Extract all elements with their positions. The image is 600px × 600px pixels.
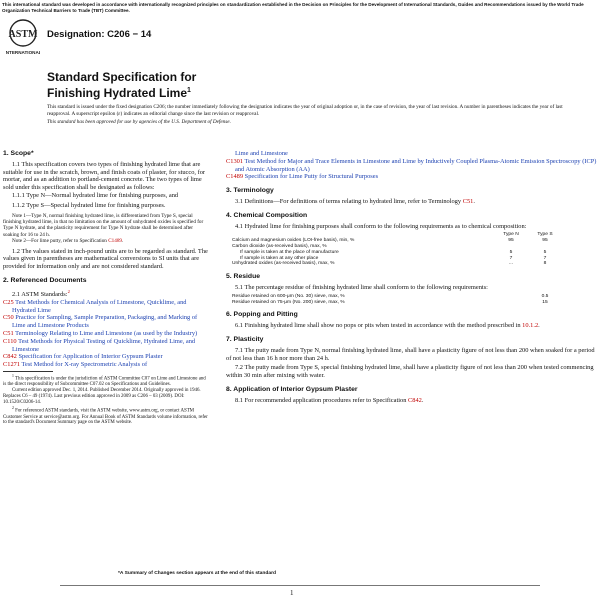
table-cell: Carbon dioxide (as-received basis), max, % bbox=[232, 243, 327, 249]
table-cell: 7 bbox=[509, 255, 513, 261]
para-4-1: 4.1 Hydrated lime for finishing purposes shall conform to the following requirements as to chemical composition: bbox=[235, 222, 527, 230]
reference-item bbox=[3, 353, 209, 361]
reference-item bbox=[3, 361, 209, 369]
reference-code-link[interactable]: C51 bbox=[3, 329, 14, 337]
footnote-marker-2[interactable]: 2 bbox=[67, 288, 70, 294]
reference-title: Test Methods for Physical Testing of Quicklime, Hydrated Lime, and Limestone bbox=[12, 337, 196, 353]
reference-item bbox=[3, 314, 209, 330]
note-1: Note 1—Type N, normal finishing hydrated lime, is differentiated from Type S, special finishing hydrated lime, in that no limitation on the amount of unhydrated oxides is specified for Type N hydrate, and the plasticity requirement for Type N hydrate shall be determined after soaking for 16 to 24 h. bbox=[3, 212, 204, 238]
table-cell: 5 bbox=[509, 249, 513, 255]
link-c1489[interactable]: C1489 bbox=[108, 238, 123, 245]
para-5-1: 5.1 The percentage residue of finishing hydrated lime shall conform to the following requirements: bbox=[235, 283, 488, 291]
reference-code-link[interactable]: C1301 bbox=[226, 157, 244, 165]
reference-code-link[interactable]: C842 bbox=[3, 353, 17, 361]
table-cell: Residue retained on 75-μm (No. 200) sieve, max, % bbox=[232, 299, 345, 305]
para-6-1: 6.1 Finishing hydrated lime shall show no pops or pits when tested in accordance with the method prescribed in 10.1.2. bbox=[235, 322, 540, 330]
table-cell: Calcium and magnesium oxides (LOI-free basis), min, % bbox=[232, 238, 355, 244]
section-scope-heading: 1. Scope* bbox=[3, 150, 34, 157]
footnote-1: $^1$ This specification is under the jurisdiction of ASTM Committee C07 on Lime and Limestone and is the direct responsibility of Subcommittee C07.02 on Specifications and Guidelines. bbox=[3, 373, 206, 388]
table-cell: Residue retained on 600-μm (No. 30) sieve, max, % bbox=[232, 293, 345, 299]
table-row bbox=[232, 300, 562, 306]
table-cell: Unhydrated oxides (as-received basis), max, % bbox=[232, 261, 335, 267]
reference-list-continued bbox=[226, 158, 598, 181]
reference-item bbox=[3, 299, 209, 315]
reference-item bbox=[226, 173, 598, 181]
intro-text: This standard is issued under the fixed designation C206; the number immediately following the designation indicates the year of original adoption or, in the case of revision, the year of last revision. A number in parentheses indicates the year of last reapproval. A superscript epsilon (ε) indicates an editorial change since the last revision or reapproval. bbox=[47, 104, 563, 117]
para-1-1-1: 1.1.1 Type N—Normal hydrated lime for finishing purposes, and bbox=[12, 191, 179, 199]
page-footer-rule bbox=[60, 585, 540, 586]
section-residue-heading: 5. Residue bbox=[226, 273, 260, 281]
reference-code-link[interactable]: C110 bbox=[3, 337, 17, 345]
dod-approval: This standard has been approved for use by agencies of the U.S. Department of Defense. bbox=[47, 119, 231, 126]
section-popping-heading: 6. Popping and Pitting bbox=[226, 311, 298, 319]
para-7-2: 7.2 The putty made from Type S, special finishing hydrated lime, shall have a plasticity figure of not less than 200 when tested commencing within 30 min after mixing with water. bbox=[226, 364, 594, 380]
table-cell: 8 bbox=[543, 261, 547, 267]
table-cell: 0.5 bbox=[541, 293, 549, 299]
residue-table bbox=[232, 294, 562, 306]
reference-title: Test Method for X-ray Spectrometric Analysis of bbox=[20, 361, 148, 369]
left-column bbox=[3, 150, 209, 426]
para-1-2: 1.2 The values stated in inch-pound units are to be regarded as standard. The values given in parentheses are mathematical conversions to SI units that are provided for information only and are not considered standard. bbox=[3, 247, 208, 271]
reference-continuation: Lime and Limestone bbox=[235, 150, 288, 157]
section-application-heading: 8. Application of Interior Gypsum Plaster bbox=[226, 385, 358, 393]
table-header-cell: Type S bbox=[537, 232, 553, 238]
table-row bbox=[232, 261, 562, 267]
reference-title: Specification for Lime Putty for Structural Purposes bbox=[243, 173, 379, 181]
table-cell: 5 bbox=[543, 249, 547, 255]
reference-item bbox=[3, 330, 209, 338]
para-2-1: 2.1 ASTM Standards:$^2$ bbox=[12, 288, 70, 298]
tbt-notice: This international standard was developed in accordance with internationally recognized principles on standardization established in the Decision on Principles for the Development of International Standards, Guides and Recommendations issued by the World Trade Organization Technical Barriers to Trade (TBT) Committee. bbox=[2, 2, 584, 13]
para-7-1: 7.1 The putty made from Type N, normal finishing hydrated lime, shall have a plasticity figure of not less than 200 when soaked for a period of not less than 16 h nor more than 24 h. bbox=[226, 346, 595, 362]
astm-logo bbox=[6, 16, 40, 56]
reference-code-link[interactable]: C1271 bbox=[3, 361, 21, 369]
chemical-composition-table bbox=[232, 232, 562, 267]
reference-code-link[interactable]: C25 bbox=[3, 298, 14, 306]
footnote-1-edition: Current edition approved Dec. 1, 2014. Published December 2014. Originally approved in 1946. Replaces C6 – 49 (1974). Last previous edition approved in 2009 as C206 – 03 (2009). DOI: 10.1520/C0206-14. bbox=[3, 388, 201, 406]
reference-item bbox=[226, 158, 598, 174]
link-c842[interactable]: C842 bbox=[408, 396, 422, 404]
section-terminology-heading: 3. Terminology bbox=[226, 187, 274, 195]
table-cell: If sample is taken at the place of manufacture bbox=[240, 249, 339, 255]
section-plasticity-heading: 7. Plasticity bbox=[226, 335, 264, 343]
note-2: Note 2—For lime putty, refer to Specification C1489. bbox=[12, 238, 124, 245]
intro-block bbox=[47, 104, 567, 126]
table-cell: If sample is taken at any other place bbox=[240, 255, 319, 261]
reference-title: Terminology Relating to Lime and Limestone (as used by the Industry) bbox=[13, 329, 198, 337]
svg-text:INTERNATIONAL: INTERNATIONAL bbox=[6, 50, 40, 55]
reference-list bbox=[3, 299, 209, 369]
designation: Designation: C206 − 14 bbox=[47, 29, 152, 40]
para-3-1: 3.1 Definitions—For definitions of terms relating to hydrated lime, refer to Terminology C51. bbox=[235, 197, 475, 205]
reference-title: Test Methods for Chemical Analysis of Limestone, Quicklime, and Hydrated Lime bbox=[12, 298, 187, 314]
table-header-cell: Type N bbox=[503, 232, 519, 238]
table-cell: ... bbox=[508, 261, 514, 267]
footnote-rule bbox=[3, 371, 53, 372]
para-8-1: 8.1 For recommended application procedures refer to Specification C842. bbox=[235, 396, 424, 404]
table-cell: 95 bbox=[508, 238, 514, 244]
title-line-1: Standard Specification for bbox=[47, 70, 197, 84]
summary-of-changes-note: *A Summary of Changes section appears at the end of this standard bbox=[118, 571, 276, 576]
table-cell: 7 bbox=[543, 255, 547, 261]
footnote-2: $^2$ For referenced ASTM standards, visit the ASTM website, www.astm.org, or contact ASTM Customer Service at service@astm.org. For Annual Book of ASTM Standards volume information, refer to the standard's Document Summary page on the ASTM website. bbox=[3, 406, 208, 426]
svg-text:ASTM: ASTM bbox=[8, 29, 38, 40]
para-1-1: 1.1 This specification covers two types of finishing hydrated lime that are suitable for use in the scratch, brown, and finish coats of plaster, for stucco, for mortar, and as an addition to portland-cement concrete. The two types of lime sold under this specification shall be designated as follows: bbox=[3, 160, 206, 192]
reference-title: Test Method for Major and Trace Elements in Limestone and Lime by Inductively Coupled Plasma-Atomic Emission Spectroscopy (ICP) and Atomic Absorption (AA) bbox=[235, 157, 597, 173]
para-1-1-2: 1.1.2 Type S—Special hydrated lime for finishing purposes. bbox=[12, 201, 166, 209]
reference-code-link[interactable]: C50 bbox=[3, 314, 14, 322]
link-c51[interactable]: C51 bbox=[462, 197, 474, 205]
reference-code-link[interactable]: C1489 bbox=[226, 173, 244, 181]
table-cell: 95 bbox=[542, 238, 548, 244]
section-chemical-heading: 4. Chemical Composition bbox=[226, 211, 308, 219]
right-column bbox=[226, 150, 598, 405]
title-footnote-marker: 1 bbox=[187, 87, 191, 94]
page-number: 1 bbox=[290, 589, 294, 597]
document-title bbox=[47, 70, 196, 100]
table-cell: 15 bbox=[542, 299, 548, 305]
reference-title: Practice for Sampling, Sample Preparation, Packaging, and Marking of Lime and Limestone Products bbox=[12, 314, 198, 330]
section-refdocs-heading: 2. Referenced Documents bbox=[3, 277, 87, 284]
reference-title: Specification for Application of Interior Gypsum Plaster bbox=[16, 353, 163, 361]
link-10-1-2[interactable]: 10.1.2 bbox=[522, 322, 539, 330]
reference-item bbox=[3, 338, 209, 354]
title-line-2: Finishing Hydrated Lime$^1$ bbox=[47, 86, 191, 100]
